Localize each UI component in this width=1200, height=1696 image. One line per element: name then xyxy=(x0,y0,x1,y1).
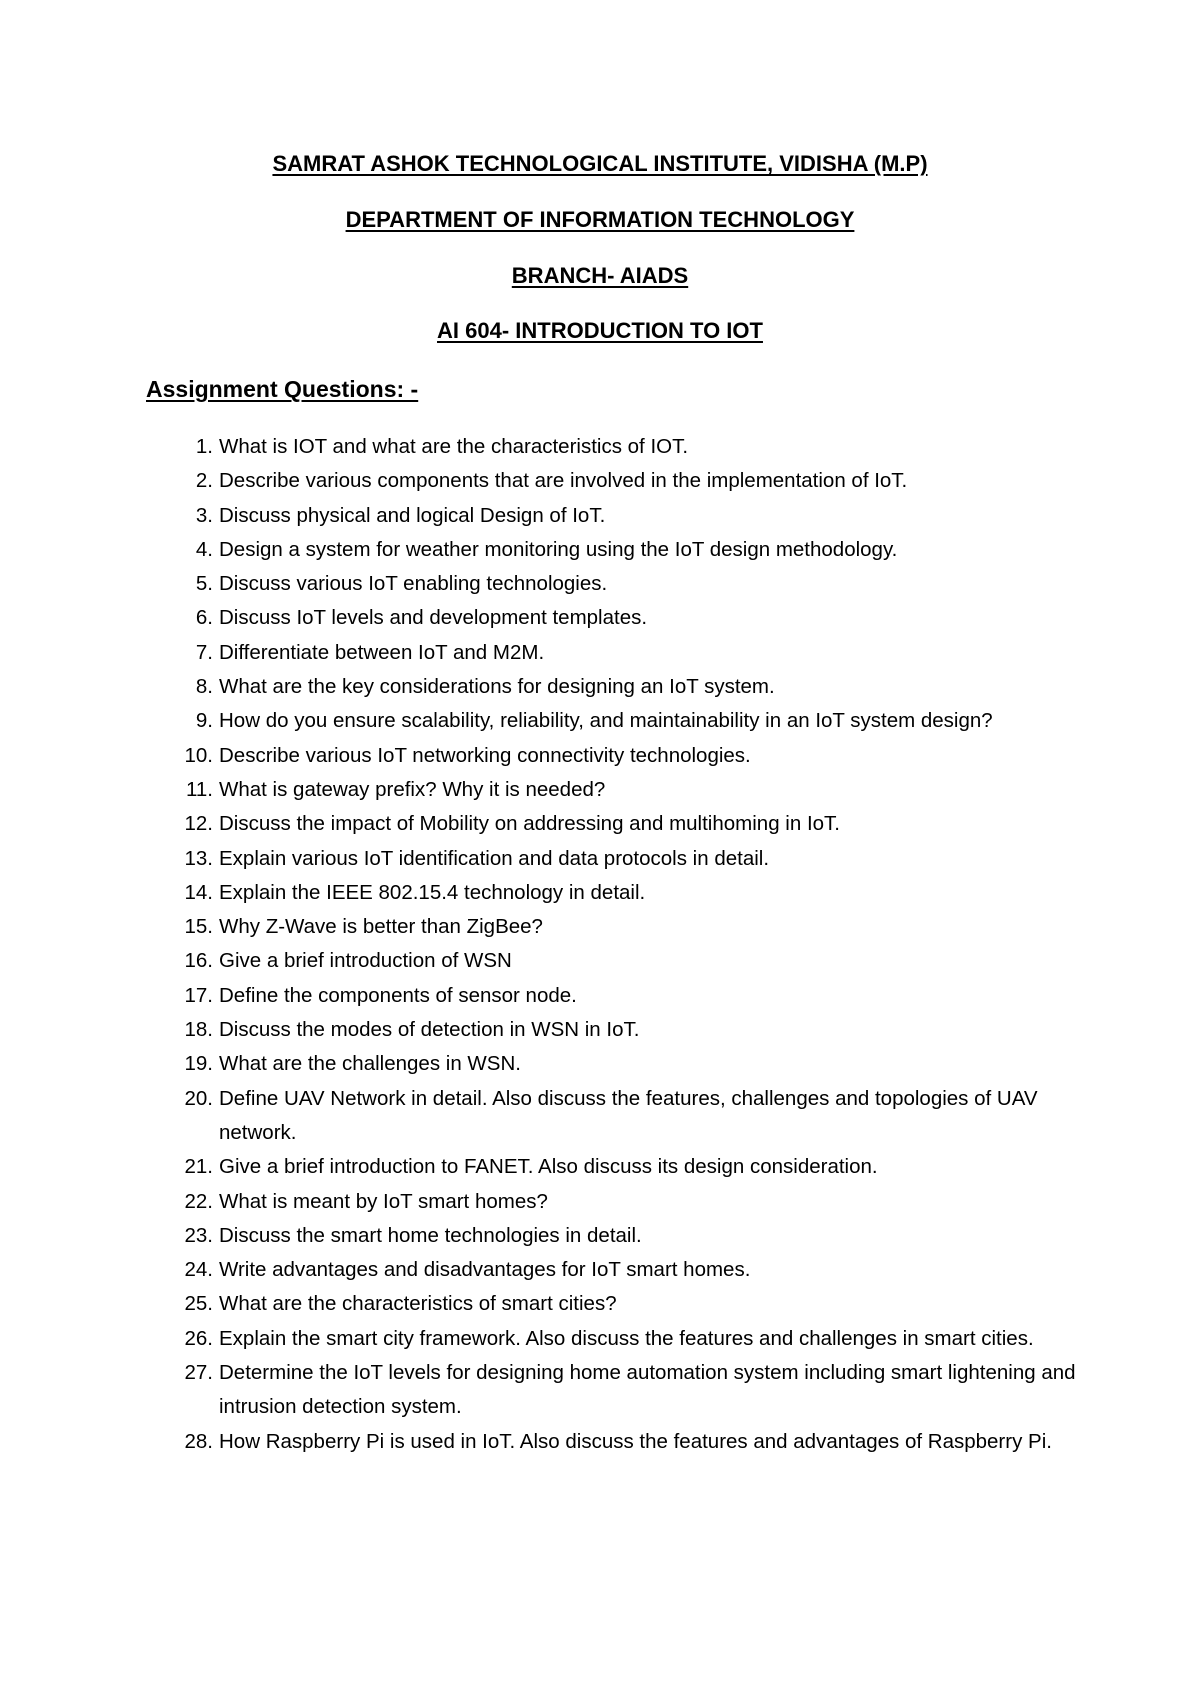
question-number: 5. xyxy=(195,572,213,596)
question-number: 8. xyxy=(195,675,213,699)
list-item xyxy=(0,807,1200,841)
list-item xyxy=(0,1253,1200,1287)
question-text: Explain various IoT identification and data protocols in detail. xyxy=(219,846,770,870)
question-number: 3. xyxy=(195,503,213,527)
question-number: 20. xyxy=(184,1086,213,1110)
list-item xyxy=(0,739,1200,773)
question-number: 12. xyxy=(184,812,213,836)
department-heading: DEPARTMENT OF INFORMATION TECHNOLOGY xyxy=(345,207,855,232)
question-text: Give a brief introduction to FANET. Also discuss its design consideration. xyxy=(219,1155,878,1179)
list-item xyxy=(0,773,1200,807)
question-text: What are the key considerations for designing an IoT system. xyxy=(219,675,775,699)
list-item xyxy=(0,1287,1200,1321)
list-item xyxy=(0,704,1200,738)
list-item xyxy=(0,533,1200,567)
question-number: 15. xyxy=(184,915,213,939)
question-text: What are the characteristics of smart cities? xyxy=(219,1292,617,1316)
question-text: Discuss the impact of Mobility on addressing and multihoming in IoT. xyxy=(219,812,840,836)
question-number: 28. xyxy=(184,1429,213,1453)
question-text: Discuss the modes of detection in WSN in IoT. xyxy=(219,1018,640,1042)
branch-heading: BRANCH- AIADS xyxy=(511,263,689,288)
list-item xyxy=(0,430,1200,464)
question-text: Define UAV Network in detail. Also discuss the features, challenges and topologies of UAV network. xyxy=(219,1086,1038,1144)
list-item xyxy=(0,601,1200,635)
question-number: 26. xyxy=(184,1326,213,1350)
question-number: 23. xyxy=(184,1223,213,1247)
question-text: Discuss various IoT enabling technologies. xyxy=(219,572,608,596)
question-text: Why Z-Wave is better than ZigBee? xyxy=(219,915,543,939)
question-text: Describe various components that are involved in the implementation of IoT. xyxy=(219,469,908,493)
question-text: Give a brief introduction of WSN xyxy=(219,949,512,973)
question-text: How do you ensure scalability, reliability, and maintainability in an IoT system design? xyxy=(219,709,993,733)
section-title: Assignment Questions: - xyxy=(146,376,419,402)
list-item xyxy=(0,1047,1200,1081)
question-number: 7. xyxy=(195,640,213,664)
question-number: 13. xyxy=(184,846,213,870)
question-number: 19. xyxy=(184,1052,213,1076)
question-number: 4. xyxy=(195,537,213,561)
question-text: Write advantages and disadvantages for IoT smart homes. xyxy=(219,1258,751,1282)
list-item xyxy=(0,876,1200,910)
list-item xyxy=(0,567,1200,601)
question-number: 17. xyxy=(184,983,213,1007)
question-number: 9. xyxy=(195,709,213,733)
question-list xyxy=(0,430,1200,1459)
question-number: 14. xyxy=(184,880,213,904)
question-text: What are the challenges in WSN. xyxy=(219,1052,521,1076)
question-number: 24. xyxy=(184,1258,213,1282)
list-item xyxy=(0,1185,1200,1219)
question-text: Differentiate between IoT and M2M. xyxy=(219,640,545,664)
list-item xyxy=(0,670,1200,704)
question-text: How Raspberry Pi is used in IoT. Also discuss the features and advantages of Raspberry Pi. xyxy=(219,1429,1052,1453)
list-item xyxy=(0,1322,1200,1356)
list-item xyxy=(0,1425,1200,1459)
question-number: 2. xyxy=(195,469,213,493)
list-item xyxy=(0,1356,1200,1425)
question-text: Determine the IoT levels for designing home automation system including smart lightening and intrusion detection system. xyxy=(219,1361,1076,1419)
list-item xyxy=(0,1219,1200,1253)
list-item xyxy=(0,1013,1200,1047)
institute-heading: SAMRAT ASHOK TECHNOLOGICAL INSTITUTE, VIDISHA (M.P) xyxy=(272,151,928,176)
question-number: 16. xyxy=(184,949,213,973)
question-text: Discuss IoT levels and development templates. xyxy=(219,606,648,630)
question-number: 22. xyxy=(184,1189,213,1213)
question-text: Design a system for weather monitoring using the IoT design methodology. xyxy=(219,537,898,561)
list-item xyxy=(0,636,1200,670)
question-text: Explain the IEEE 802.15.4 technology in detail. xyxy=(219,880,646,904)
list-item xyxy=(0,979,1200,1013)
question-number: 21. xyxy=(184,1155,213,1179)
question-text: Describe various IoT networking connectivity technologies. xyxy=(219,743,751,767)
question-number: 27. xyxy=(184,1361,213,1385)
question-number: 1. xyxy=(195,435,213,458)
list-item xyxy=(0,842,1200,876)
question-text: Discuss the smart home technologies in detail. xyxy=(219,1223,642,1247)
question-number: 11. xyxy=(186,777,213,801)
question-number: 6. xyxy=(195,606,213,630)
question-number: 25. xyxy=(184,1292,213,1316)
list-item xyxy=(0,1082,1200,1151)
list-item xyxy=(0,944,1200,978)
course-heading: AI 604- INTRODUCTION TO IOT xyxy=(437,318,763,343)
question-text: What is gateway prefix? Why it is needed? xyxy=(219,777,606,801)
question-text: Explain the smart city framework. Also discuss the features and challenges in smart cities. xyxy=(219,1326,1034,1350)
list-item xyxy=(0,910,1200,944)
question-text: What is meant by IoT smart homes? xyxy=(219,1189,548,1213)
question-text: What is IOT and what are the characteristics of IOT. xyxy=(219,435,689,458)
question-number: 18. xyxy=(184,1018,213,1042)
list-item xyxy=(0,464,1200,498)
question-text: Discuss physical and logical Design of IoT. xyxy=(219,503,606,527)
list-item xyxy=(0,499,1200,533)
question-text: Define the components of sensor node. xyxy=(219,983,577,1007)
list-item xyxy=(0,1150,1200,1184)
question-number: 10. xyxy=(184,743,213,767)
